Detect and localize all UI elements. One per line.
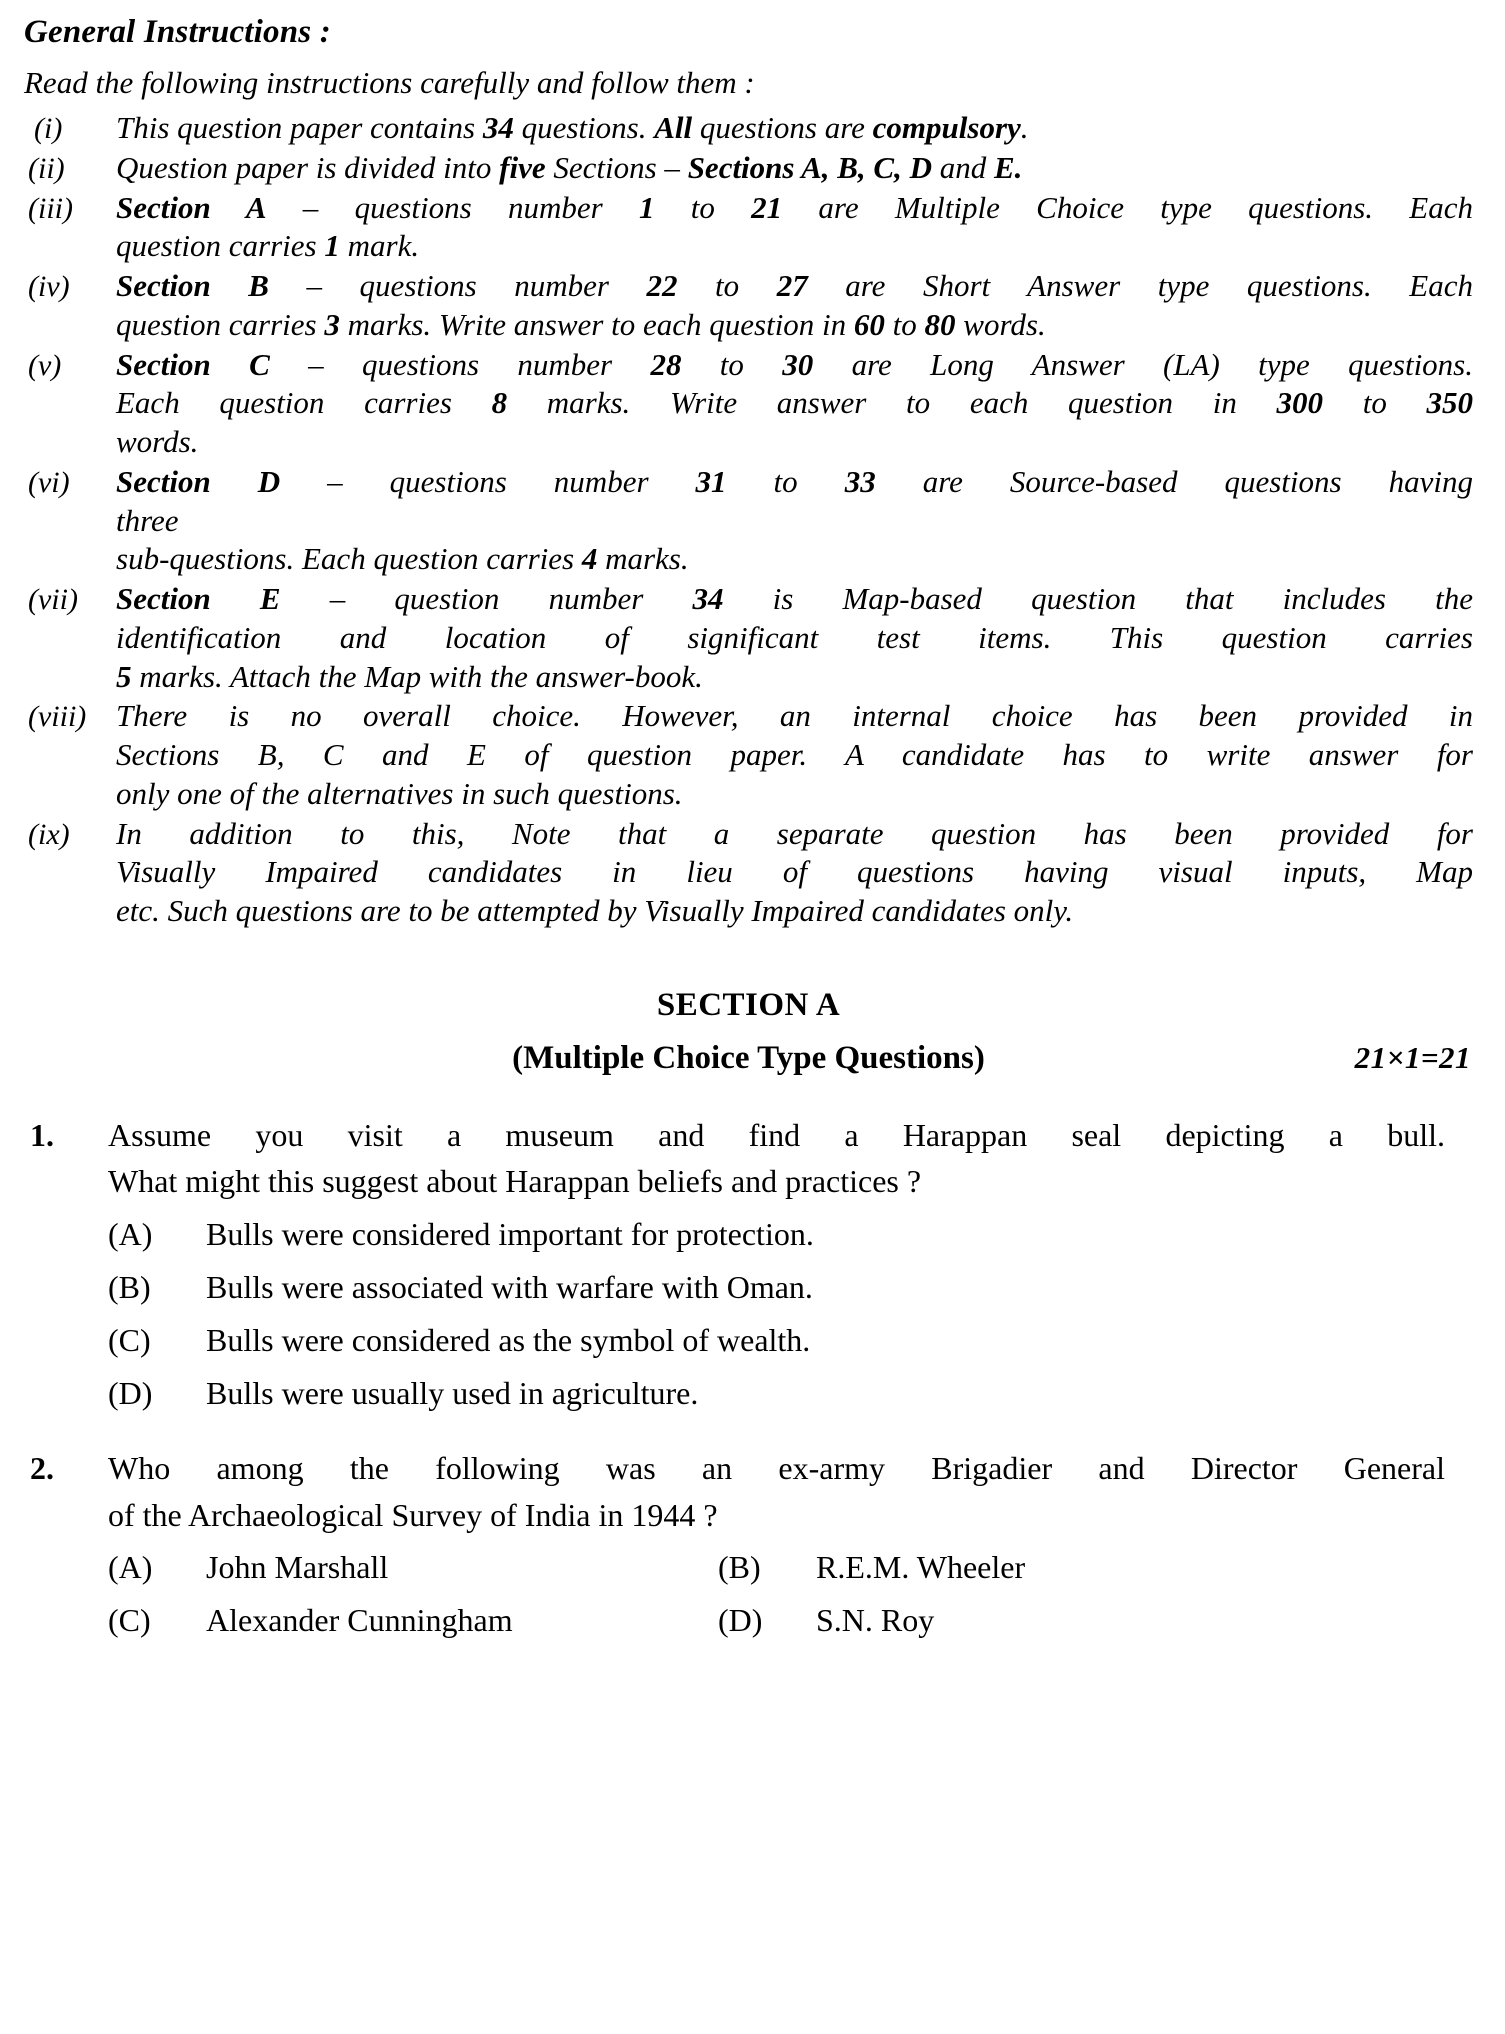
- instruction-text: [116, 109, 1477, 148]
- option-text: Bulls were usually used in agriculture.: [206, 1375, 699, 1412]
- section-subheading: (Multiple Choice Type Questions): [512, 1039, 985, 1076]
- option-item[interactable]: [108, 1372, 698, 1415]
- option-list: [20, 1546, 1477, 1642]
- option-text: Bulls were associated with warfare with Oman.: [206, 1268, 813, 1305]
- question-row: [20, 1112, 1477, 1205]
- option-label: (B): [718, 1549, 761, 1586]
- instruction-line: Each question carries 8 marks. Write answer to each question in 300 to 350: [116, 385, 1473, 421]
- instruction-text: [116, 189, 1477, 267]
- instruction-text: [116, 463, 1477, 579]
- instruction-text: [116, 697, 1477, 813]
- instruction-line: question carries 3 marks. Write answer to each question in 60 to 80 words.: [116, 306, 1046, 342]
- instruction-line: There is no overall choice. However, an internal choice has been provided in: [116, 698, 1473, 734]
- question-line: What might this suggest about Harappan beliefs and practices ?: [108, 1163, 922, 1200]
- option-row: [20, 1266, 1477, 1309]
- option-column-group: [108, 1599, 934, 1642]
- instruction-item: [20, 109, 1477, 148]
- instruction-item: [20, 149, 1477, 188]
- instruction-line: Section B – questions number 22 to 27 are Short Answer type questions. Each: [116, 268, 1473, 304]
- option-label: (A): [108, 1549, 153, 1586]
- option-item[interactable]: [108, 1546, 718, 1589]
- instruction-line: identification and location of significant test items. This question carries: [116, 619, 1473, 655]
- instruction-item: [20, 697, 1477, 813]
- option-row: [20, 1213, 1477, 1256]
- instruction-number: (iii): [28, 191, 73, 225]
- option-label: (A): [108, 1215, 153, 1252]
- section-heading: SECTION A: [656, 986, 841, 1023]
- instruction-text: [116, 267, 1477, 345]
- instruction-number: (i): [34, 112, 63, 146]
- question-number: 2.: [30, 1450, 54, 1487]
- instruction-line: three: [116, 502, 179, 538]
- option-item[interactable]: [108, 1266, 813, 1309]
- option-text: R.E.M. Wheeler: [816, 1549, 1026, 1586]
- instruction-line: words.: [116, 424, 199, 460]
- instruction-text: [116, 815, 1477, 931]
- option-label: (D): [718, 1602, 763, 1639]
- option-item[interactable]: [718, 1599, 934, 1642]
- instruction-line: Section A – questions number 1 to 21 are Multiple Choice type questions. Each: [116, 189, 1473, 225]
- option-label: (D): [108, 1375, 153, 1412]
- option-label: (C): [108, 1602, 151, 1639]
- question-line: Assume you visit a museum and find a Harappan seal depicting a bull.: [108, 1116, 1445, 1153]
- question-line: of the Archaeological Survey of India in 1944 ?: [108, 1496, 718, 1533]
- instruction-line: This question paper contains 34 questions. All questions are compulsory.: [116, 110, 1029, 146]
- instruction-item: [20, 580, 1477, 696]
- instruction-line: Sections B, C and E of question paper. A candidate has to write answer for: [116, 737, 1473, 773]
- option-label: (C): [108, 1322, 151, 1359]
- instruction-line: In addition to this, Note that a separate question has been provided for: [116, 815, 1473, 851]
- option-row: [20, 1319, 1477, 1362]
- option-row: [20, 1599, 1477, 1642]
- instruction-number: (ix): [28, 817, 70, 851]
- instruction-line: only one of the alternatives in such questions.: [116, 775, 683, 811]
- option-item[interactable]: [108, 1319, 810, 1362]
- option-item[interactable]: [108, 1213, 814, 1256]
- instruction-line: Section E – question number 34 is Map-based question that includes the: [116, 581, 1473, 617]
- option-item[interactable]: [108, 1599, 718, 1642]
- option-text: Bulls were considered important for protection.: [206, 1215, 814, 1252]
- instruction-number: (ii): [28, 151, 65, 185]
- instruction-number: (v): [28, 348, 62, 382]
- option-row: [20, 1372, 1477, 1415]
- general-instructions-title: General Instructions :: [24, 14, 331, 50]
- option-text: John Marshall: [206, 1549, 389, 1586]
- question-row: [20, 1445, 1477, 1538]
- instruction-text: [116, 346, 1477, 462]
- option-text: S.N. Roy: [816, 1602, 935, 1639]
- instruction-number: (vi): [28, 465, 70, 499]
- instruction-number: (vii): [28, 583, 78, 617]
- option-row: [20, 1546, 1477, 1589]
- section-marks-allocation: 21×1=21: [1354, 1039, 1471, 1075]
- option-text: Bulls were considered as the symbol of wealth.: [206, 1322, 811, 1359]
- option-label: (B): [108, 1268, 151, 1305]
- instruction-number: (viii): [28, 700, 87, 734]
- question-text: [108, 1445, 1477, 1538]
- question-line: Who among the following was an ex-army Brigadier and Director General: [108, 1450, 1445, 1487]
- question-block: [20, 1112, 1477, 1416]
- instruction-line: Visually Impaired candidates in lieu of questions having visual inputs, Map: [116, 854, 1473, 890]
- instruction-number: (iv): [28, 270, 70, 304]
- instruction-item: [20, 815, 1477, 931]
- instruction-text: [116, 580, 1477, 696]
- question-number: 1.: [30, 1116, 54, 1153]
- general-instructions-read-line: Read the following instructions carefully and follow them :: [24, 64, 755, 100]
- instructions-list: [20, 109, 1477, 931]
- section-subheading-row: [20, 1040, 1477, 1082]
- instruction-line: Question paper is divided into five Sections – Sections A, B, C, D and E.: [116, 149, 1023, 185]
- instruction-line: 5 marks. Attach the Map with the answer-book.: [116, 658, 703, 694]
- instruction-item: [20, 267, 1477, 345]
- instruction-item: [20, 346, 1477, 462]
- instruction-text: [116, 149, 1477, 188]
- questions-container: [20, 1112, 1477, 1643]
- question-block: [20, 1445, 1477, 1642]
- instruction-line: sub-questions. Each question carries 4 marks.: [116, 541, 689, 577]
- option-column-group: [108, 1546, 1025, 1589]
- instruction-line: question carries 1 mark.: [116, 228, 420, 264]
- option-item[interactable]: [718, 1546, 1025, 1589]
- instruction-line: Section C – questions number 28 to 30 are Long Answer (LA) type questions.: [116, 346, 1473, 382]
- question-text: [108, 1112, 1477, 1205]
- instruction-item: [20, 463, 1477, 579]
- instruction-line: etc. Such questions are to be attempted by Visually Impaired candidates only.: [116, 893, 1074, 929]
- option-text: Alexander Cunningham: [206, 1602, 513, 1639]
- option-list: [20, 1213, 1477, 1416]
- instruction-item: [20, 189, 1477, 267]
- instruction-line: Section D – questions number 31 to 33 are Source-based questions having: [116, 463, 1473, 499]
